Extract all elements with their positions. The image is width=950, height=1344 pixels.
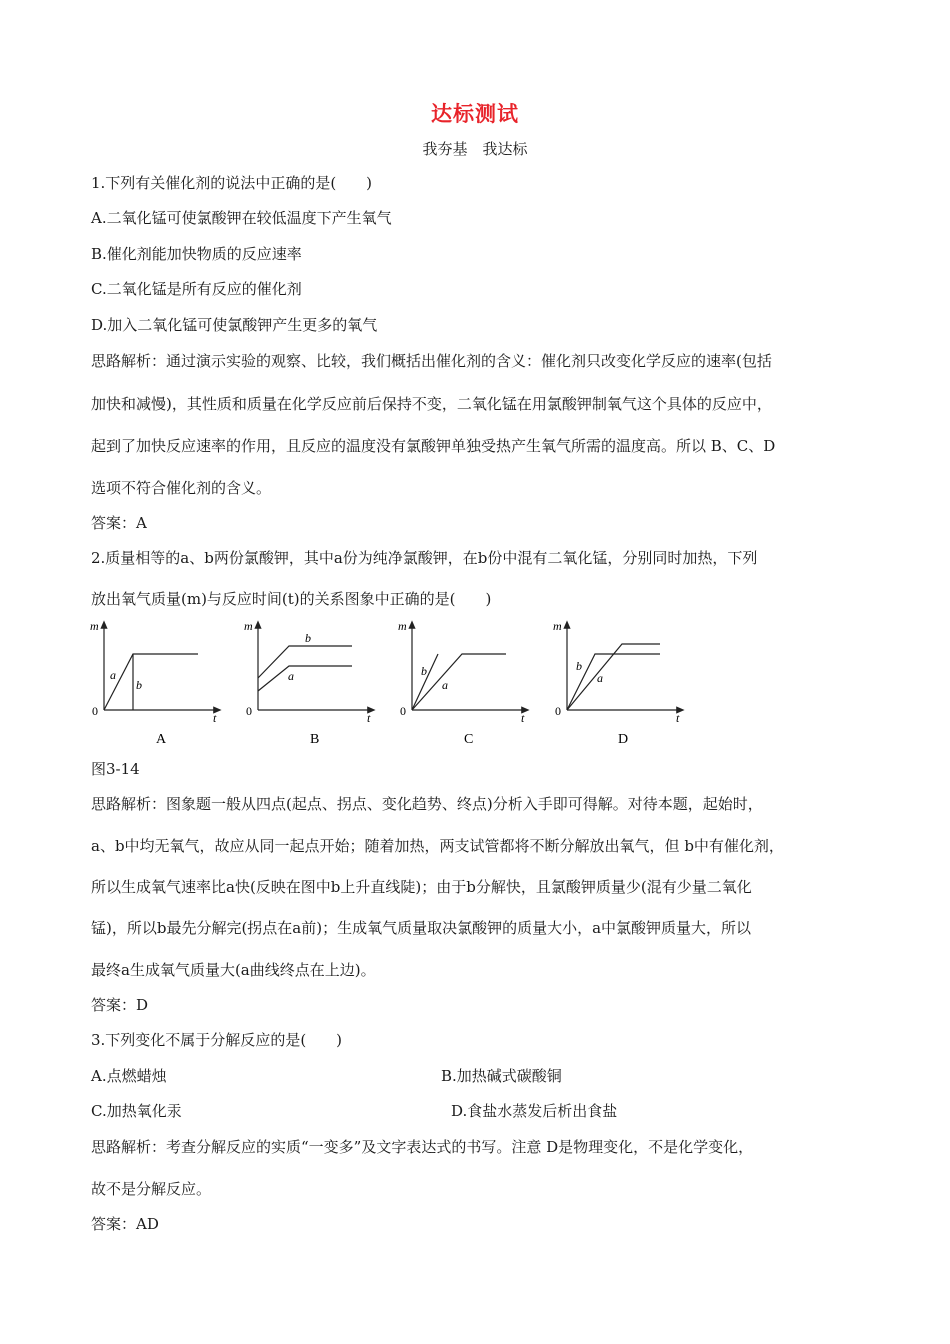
graph-b-caption: B <box>310 732 320 747</box>
graph-d-x-label: t <box>676 711 680 725</box>
q2-graphs-svg <box>86 616 686 751</box>
graph-d-y-label: m <box>553 619 562 633</box>
q1-option-a: A.二氧化锰可使氯酸钾在较低温度下产生氧气 <box>91 209 392 227</box>
q2-answer: 答案：D <box>91 996 149 1014</box>
q1-analysis-line: 选项不符合催化剂的含义。 <box>91 479 272 497</box>
graph-a-curve-b-label: b <box>136 678 142 692</box>
graph-c-curve-b-label: b <box>421 664 427 678</box>
graph-b-line-b <box>258 646 352 678</box>
graph-c-caption: C <box>464 732 474 747</box>
q2-analysis-line: 所以生成氧气速率比a快(反映在图中b上升直线陡)；由于b分解快，且氯酸钾质量少(混有少量二氧化 <box>91 878 752 896</box>
graph-d-curve-a-label: a <box>597 671 603 685</box>
graph-a-caption: A <box>156 732 167 747</box>
graph-b-y-label: m <box>244 619 253 633</box>
q2-graph-figure <box>86 616 686 751</box>
graph-c-curve-a-label: a <box>442 678 448 692</box>
q1-answer: 答案：A <box>91 514 147 532</box>
graph-a <box>90 619 218 747</box>
q1-analysis-line: 加快和减慢)，其性质和质量在化学反应前后保持不变，二氧化锰在用氯酸钾制氧气这个具体的反应中， <box>91 395 772 413</box>
graph-a-curve-a-label: a <box>110 668 116 682</box>
graph-c-line-b <box>412 654 438 710</box>
graph-a-y-label: m <box>90 619 99 633</box>
q2-analysis-line: 锰)，所以b最先分解完(拐点在a前)；生成氧气质量取决氯酸钾的质量大小，a中氯酸钾质量大，所以 <box>91 919 752 937</box>
q1-option-d: D.加入二氧化锰可使氯酸钾产生更多的氧气 <box>91 316 378 334</box>
q3-option-a: A.点燃蜡烛 <box>91 1067 167 1085</box>
graph-b-origin: 0 <box>246 704 252 718</box>
graph-b-curve-b-label: b <box>305 631 311 645</box>
page-title: 达标测试 <box>431 102 519 126</box>
q3-analysis-line: 思路解析：考查分解反应的实质“一变多”及文字表达式的书写。注意 D是物理变化，不是化学变化， <box>91 1138 754 1156</box>
graph-a-line <box>104 654 198 710</box>
graph-b-curve-a-label: a <box>288 669 294 683</box>
graph-a-origin: 0 <box>92 704 98 718</box>
q3-analysis-line: 故不是分解反应。 <box>91 1180 212 1198</box>
q1-analysis-line: 起到了加快反应速率的作用，且反应的温度没有氯酸钾单独受热产生氧气所需的温度高。所以 B、C、D <box>91 437 776 455</box>
q3-stem: 3.下列变化不属于分解反应的是( ) <box>91 1031 343 1049</box>
q2-stem-line: 放出氧气质量(m)与反应时间(t)的关系图象中正确的是( ) <box>91 590 492 608</box>
graph-d-origin: 0 <box>555 704 561 718</box>
page-subtitle: 我夯基 我达标 <box>422 140 528 158</box>
graph-b <box>244 619 372 747</box>
q1-option-c: C.二氧化锰是所有反应的催化剂 <box>91 280 302 298</box>
graph-c-line-a <box>412 654 506 710</box>
graph-c-origin: 0 <box>400 704 406 718</box>
q1-stem: 1.下列有关催化剂的说法中正确的是( ) <box>91 174 373 192</box>
graph-b-x-label: t <box>367 711 371 725</box>
q3-option-c: C.加热氧化汞 <box>91 1102 182 1120</box>
graph-c-x-label: t <box>521 711 525 725</box>
graph-d <box>553 619 681 747</box>
graph-b-line-a <box>258 666 352 691</box>
graph-d-caption: D <box>618 732 629 747</box>
q1-analysis-line: 思路解析：通过演示实验的观察、比较，我们概括出催化剂的含义：催化剂只改变化学反应的速率(包括 <box>91 352 772 370</box>
q2-stem-line: 2.质量相等的a、b两份氯酸钾，其中a份为纯净氯酸钾，在b份中混有二氧化锰，分别同时加热，下列 <box>91 549 758 567</box>
q3-option-d: D.食盐水蒸发后析出食盐 <box>451 1102 618 1120</box>
q2-figure-caption: 图3-14 <box>91 760 140 778</box>
graph-c-y-label: m <box>398 619 407 633</box>
q3-answer: 答案：AD <box>91 1215 159 1233</box>
q2-analysis-line: 思路解析：图象题一般从四点(起点、拐点、变化趋势、终点)分析入手即可得解。对待本题，起始时， <box>91 795 763 813</box>
graph-a-x-label: t <box>213 711 217 725</box>
graph-c <box>398 619 526 747</box>
q3-option-b: B.加热碱式碳酸铜 <box>441 1067 562 1085</box>
q1-option-b: B.催化剂能加快物质的反应速率 <box>91 245 302 263</box>
q2-analysis-line: 最终a生成氧气质量大(a曲线终点在上边)。 <box>91 961 376 979</box>
graph-d-curve-b-label: b <box>576 659 582 673</box>
q2-analysis-line: a、b中均无氧气，故应从同一起点开始；随着加热，两支试管都将不断分解放出氧气，但 b中有催化剂， <box>91 837 784 855</box>
